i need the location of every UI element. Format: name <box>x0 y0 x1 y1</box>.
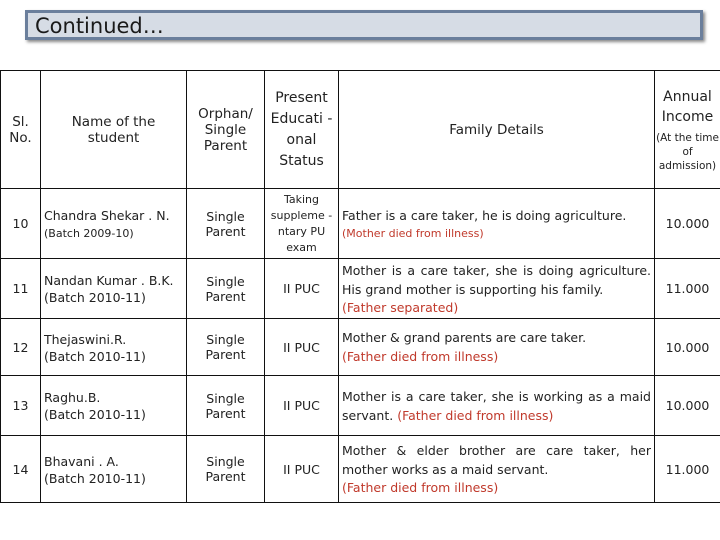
row-name: Bhavani . A. <box>44 453 119 469</box>
row-name-cell <box>41 376 187 436</box>
header-row <box>1 71 720 189</box>
row-name: Nandan Kumar . B.K. <box>44 273 174 288</box>
row-family-note: (Father separated) <box>342 299 459 315</box>
table-row <box>1 319 720 376</box>
row-family-cell <box>339 259 655 319</box>
row-no: 13 <box>1 376 41 436</box>
row-income: 11.000 <box>655 259 720 319</box>
row-orphan: Single Parent <box>187 319 265 376</box>
row-name-cell <box>41 189 187 259</box>
header-family: Family Details <box>339 71 655 189</box>
row-family-cell <box>339 319 655 376</box>
row-family: Mother is a care taker, she is working as a maid servant. <box>342 388 651 423</box>
row-income: 10.000 <box>655 376 720 436</box>
table-row <box>1 436 720 503</box>
row-name-cell <box>41 259 187 319</box>
row-education: II PUC <box>265 436 339 503</box>
row-name: Raghu.B. <box>44 390 101 405</box>
row-name: Chandra Shekar . N. <box>44 208 170 223</box>
row-no: 11 <box>1 259 41 319</box>
table-row <box>1 259 720 319</box>
header-income: Annual Income <box>661 88 714 125</box>
slide-title: Continued… <box>35 14 164 38</box>
row-batch: (Batch 2010-11) <box>44 407 146 422</box>
row-family: Mother is a care taker, she is doing agriculture. His grand mother is supporting his family. <box>342 262 651 297</box>
header-name: Name of the student <box>41 71 187 189</box>
row-family-cell <box>339 189 655 259</box>
row-batch: (Batch 2010-11) <box>44 348 146 364</box>
header-orphan: Orphan/ Single Parent <box>187 71 265 189</box>
row-family: Father is a care taker, he is doing agriculture. <box>342 208 627 223</box>
row-education: II PUC <box>265 319 339 376</box>
row-family-cell <box>339 436 655 503</box>
row-education: II PUC <box>265 376 339 436</box>
slide-title-box <box>25 10 703 40</box>
row-name-cell <box>41 436 187 503</box>
row-income: 11.000 <box>655 436 720 503</box>
header-slno: Sl. No. <box>1 71 41 189</box>
row-batch: (Batch 2010-11) <box>44 290 146 305</box>
row-no: 10 <box>1 189 41 259</box>
student-table <box>0 70 720 503</box>
row-family-cell <box>339 376 655 436</box>
row-name-cell <box>41 319 187 376</box>
table-row <box>1 189 720 259</box>
row-orphan: Single Parent <box>187 189 265 259</box>
header-education: Present Educati -onal Status <box>265 71 339 189</box>
row-income: 10.000 <box>655 189 720 259</box>
row-batch: (Batch 2010-11) <box>44 470 146 486</box>
row-orphan: Single Parent <box>187 376 265 436</box>
row-education: II PUC <box>265 259 339 319</box>
table-row <box>1 376 720 436</box>
row-family: Mother & grand parents are care taker. <box>342 329 587 345</box>
row-orphan: Single Parent <box>187 259 265 319</box>
row-no: 12 <box>1 319 41 376</box>
header-income-note: (At the time of admission) <box>656 131 719 172</box>
row-no: 14 <box>1 436 41 503</box>
header-income-cell <box>655 71 720 189</box>
row-family-note: (Father died from illness) <box>342 348 499 364</box>
row-family-note: (Mother died from illness) <box>342 227 484 240</box>
row-orphan: Single Parent <box>187 436 265 503</box>
row-family: Mother & elder brother are care taker, her mother works as a maid servant. <box>342 443 651 477</box>
row-batch: (Batch 2009-10) <box>44 227 134 240</box>
row-name: Thejaswini.R. <box>44 331 127 347</box>
row-family-note: (Father died from illness) <box>342 480 499 495</box>
row-family-note: (Father died from illness) <box>397 407 554 423</box>
row-education: Taking suppleme -ntary PU exam <box>265 189 339 259</box>
row-income: 10.000 <box>655 319 720 376</box>
